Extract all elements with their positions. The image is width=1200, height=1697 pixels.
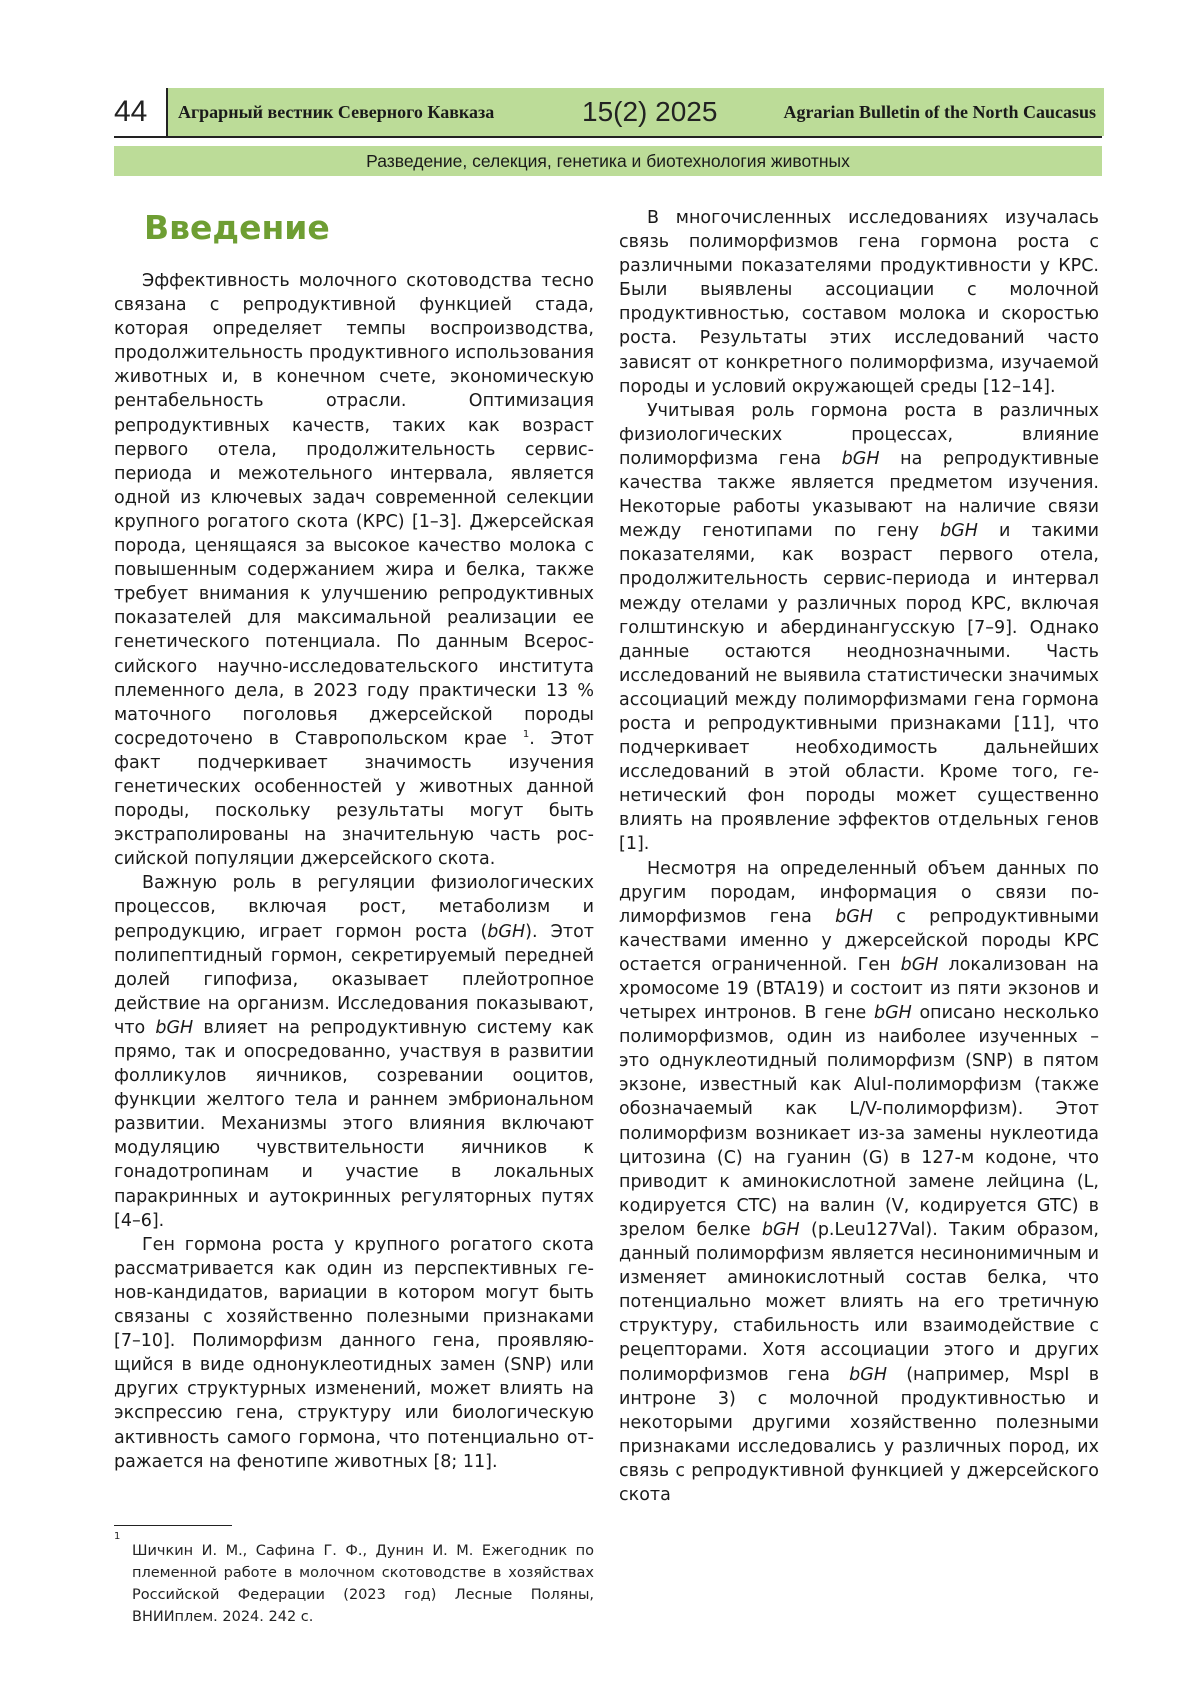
paragraph: В многочисленных исследованиях изучалась связь полиморфизмов гена гормона роста с различными показателями продуктивности у КРС. Были выявлены ассоциации с молочной продуктивностью, составом молока и скоростью роста. Результаты этих исследований часто зависят от конкретного полиморфизма, изучаемой породы и условий окружающей среды [12–14]. (619, 208, 1099, 397)
issue-number: 15(2) 2025 (582, 96, 718, 127)
paragraph: Ген гормона роста у крупного рогатого скота рассматривается как один из перспективных генов-кандидатов, вариации в котором могут быть связаны с хозяйственно полезными признаками [7–10]. Полиморфизм данного гена, проявляющийся в виде однонуклеотидных замен (SNP) или других структурных изменений, может влиять на экспрессию гена, структуру или биологическую активность самого гормона, что потенциально отражается на фенотипе животных [8; 11]. (114, 1234, 594, 1472)
text-run: Учитывая роль гормона роста в различных физиологических процессах, влияние полиморфизма гена (619, 400, 1099, 469)
text-run: на репродуктивные качества также является предметом изучения. Некоторые работы указывают на наличие связи между генотипами по гену (619, 448, 1099, 542)
section-title: Разведение, селекция, генетика и биотехнология животных (114, 146, 1102, 176)
left-column (114, 269, 594, 1474)
text-run: Несмотря на определенный объем данных по другим породам, информация о связи полиморфизмов гена (619, 858, 1099, 927)
gene-name: bGH (761, 1219, 800, 1240)
text-run: (например, MspI в интроне 3) с молочной продуктивностью и некоторыми другими хозяйственно полезными признаками исследовались у различных пород, их связь с репродуктивной функцией у джерсейского скота (619, 1364, 1100, 1505)
text-run: с репродуктивными качествами именно у джерсейской породы КРС остается ограниченной. Ген (619, 906, 1099, 975)
gene-name: bGH (849, 1364, 887, 1385)
gene-name: bGH (940, 521, 978, 542)
gene-name: bGH (873, 1003, 912, 1024)
footnote-ref[interactable]: 1 (522, 728, 530, 740)
journal-title-en: Agrarian Bulletin of the North Caucasus (783, 102, 1096, 122)
journal-title-ru: Аграрный вестник Северного Кавказа (178, 102, 495, 122)
text-run: влияет на репродуктивную систему как прямо, так и опосредованно, участвуя в развитии фолликулов яичников, созревании ооцитов, функции желтого тела и раннем эмбриональном развитии. Механизмы этого влияния включают модуляцию чувствительности яичников к гонадотропинам и участие в локальных паракринных и аутокринных регуляторных путях [4–6]. (114, 1017, 594, 1231)
gene-name: bGH (835, 906, 873, 927)
text-run: описано несколько полиморфизмов, один из наиболее изученных – это однуклеотидный полиморфизм (SNP) в пятом экзоне, известный как AluI-полиморфизм (также обозначаемый как L/V-полиморфизм). Этот полиморфизм возникает из-за замены нуклеотида цитозина (C) на гуанин (G) в 127-м кодоне, что приводит к аминокислотной замене лейцина (L, кодируется CTC) на валин (V, кодируется GTC) в зрелом белке (619, 1003, 1100, 1240)
text-run: локализован на хромосоме 19 (BTA19) и состоит из пяти экзонов и четырех интронов. В гене (619, 954, 1100, 1024)
header-rule (114, 136, 1102, 138)
page-number: 44 (114, 95, 148, 128)
text-run: . Этот факт подчеркивает значимость изучения генетических особенностей у животных данной породы, поскольку результаты могут быть экстраполированы на значительную часть российской популяции джерсейского скота. (114, 728, 594, 870)
gene-name: bGH (900, 954, 939, 975)
text-run: ). Этот полипептидный гормон, секретируемый передней долей гипофиза, оказывает плейотропное действие на организм. Исследования показывают, что (114, 921, 594, 1038)
paragraph (619, 399, 1099, 857)
introduction-heading: Введение (144, 208, 330, 247)
journal-header-band (166, 88, 1104, 136)
paragraph (619, 857, 1099, 1508)
footnote-text: Шичкин И. М., Сафина Г. Ф., Дунин И. М. Ежегодник по племенной работе в молочном скотоводстве в хозяйствах Российской Федерации (2023 год) Лесные Поляны, ВНИИплем. 2024. 242 с. (132, 1543, 594, 1625)
gene-name: bGH (841, 448, 880, 469)
paragraph (114, 871, 594, 1232)
paragraph (114, 269, 594, 871)
gene-name: bGH (487, 921, 526, 942)
text-run: и такими показателями, как возраст первого отела, продолжительность сервис-периода и интервал между отелами у различных пород КРС, включая голштинскую и абердинангусскую [7–9]. Однако данные остаются неоднозначными. Часть исследований не выявила статистически значимых ассоциаций между полиморфизмами гена гормона роста и репродуктивными признаками [11], что подчеркивает необходимость дальнейших исследований в этой области. Кроме того, генетический фон породы может существенно влиять на проявление эффектов отдельных генов [1]. (619, 521, 1099, 855)
page-header (114, 88, 1102, 138)
text-run: Важную роль в регуляции физиологических процессов, включая рост, метаболизм и репродукцию, играет гормон роста ( (114, 873, 594, 942)
text-run: (p.Leu127Val). Таким образом, данный полиморфизм является несинонимичным и изменяет аминокислотный состав белка, что потенциально может влиять на его третичную структуру, стабильность или взаимодействие с рецепторами. Хотя ассоциации этого и других полиморфизмов гена (619, 1219, 1099, 1385)
text-run: Эффективность молочного скотоводства тесно связана с репродуктивной функцией стада, которая определяет темпы воспроизводства, продолжительность продуктивного использования животных и, в конечном счете, экономическую рентабельность отрасли. Оптимизация репродуктивных качеств, таких как возраст первого отела, продолжительность сервис-периода и межотельного интервала, является одной из ключевых задач современной селекции крупного рогатого скота (КРС) [1–3]. Джерсейская порода, ценящаяся за высокое качество молока с повышенным содержанием жира и белка, также требует внимания к улучшению репродуктивных показателей для максимальной реализации ее генетического потенциала. По данным Всероссийского научно-исследовательского института племенного дела, в 2023 году практически 13 % маточного поголовья джерсейской породы сосредоточено в Ставропольском крае (114, 271, 594, 749)
footnote: 1 Шичкин И. М., Сафина Г. Ф., Дунин И. М. Ежегодник по племенной работе в молочном скотоводстве в хозяйствах Российской Федерации (2023 год) Лесные Поляны, ВНИИплем. 2024. 242 с. (114, 1540, 594, 1628)
footnote-rule (114, 1525, 232, 1526)
right-column (619, 206, 1099, 1507)
gene-name: bGH (155, 1017, 194, 1038)
